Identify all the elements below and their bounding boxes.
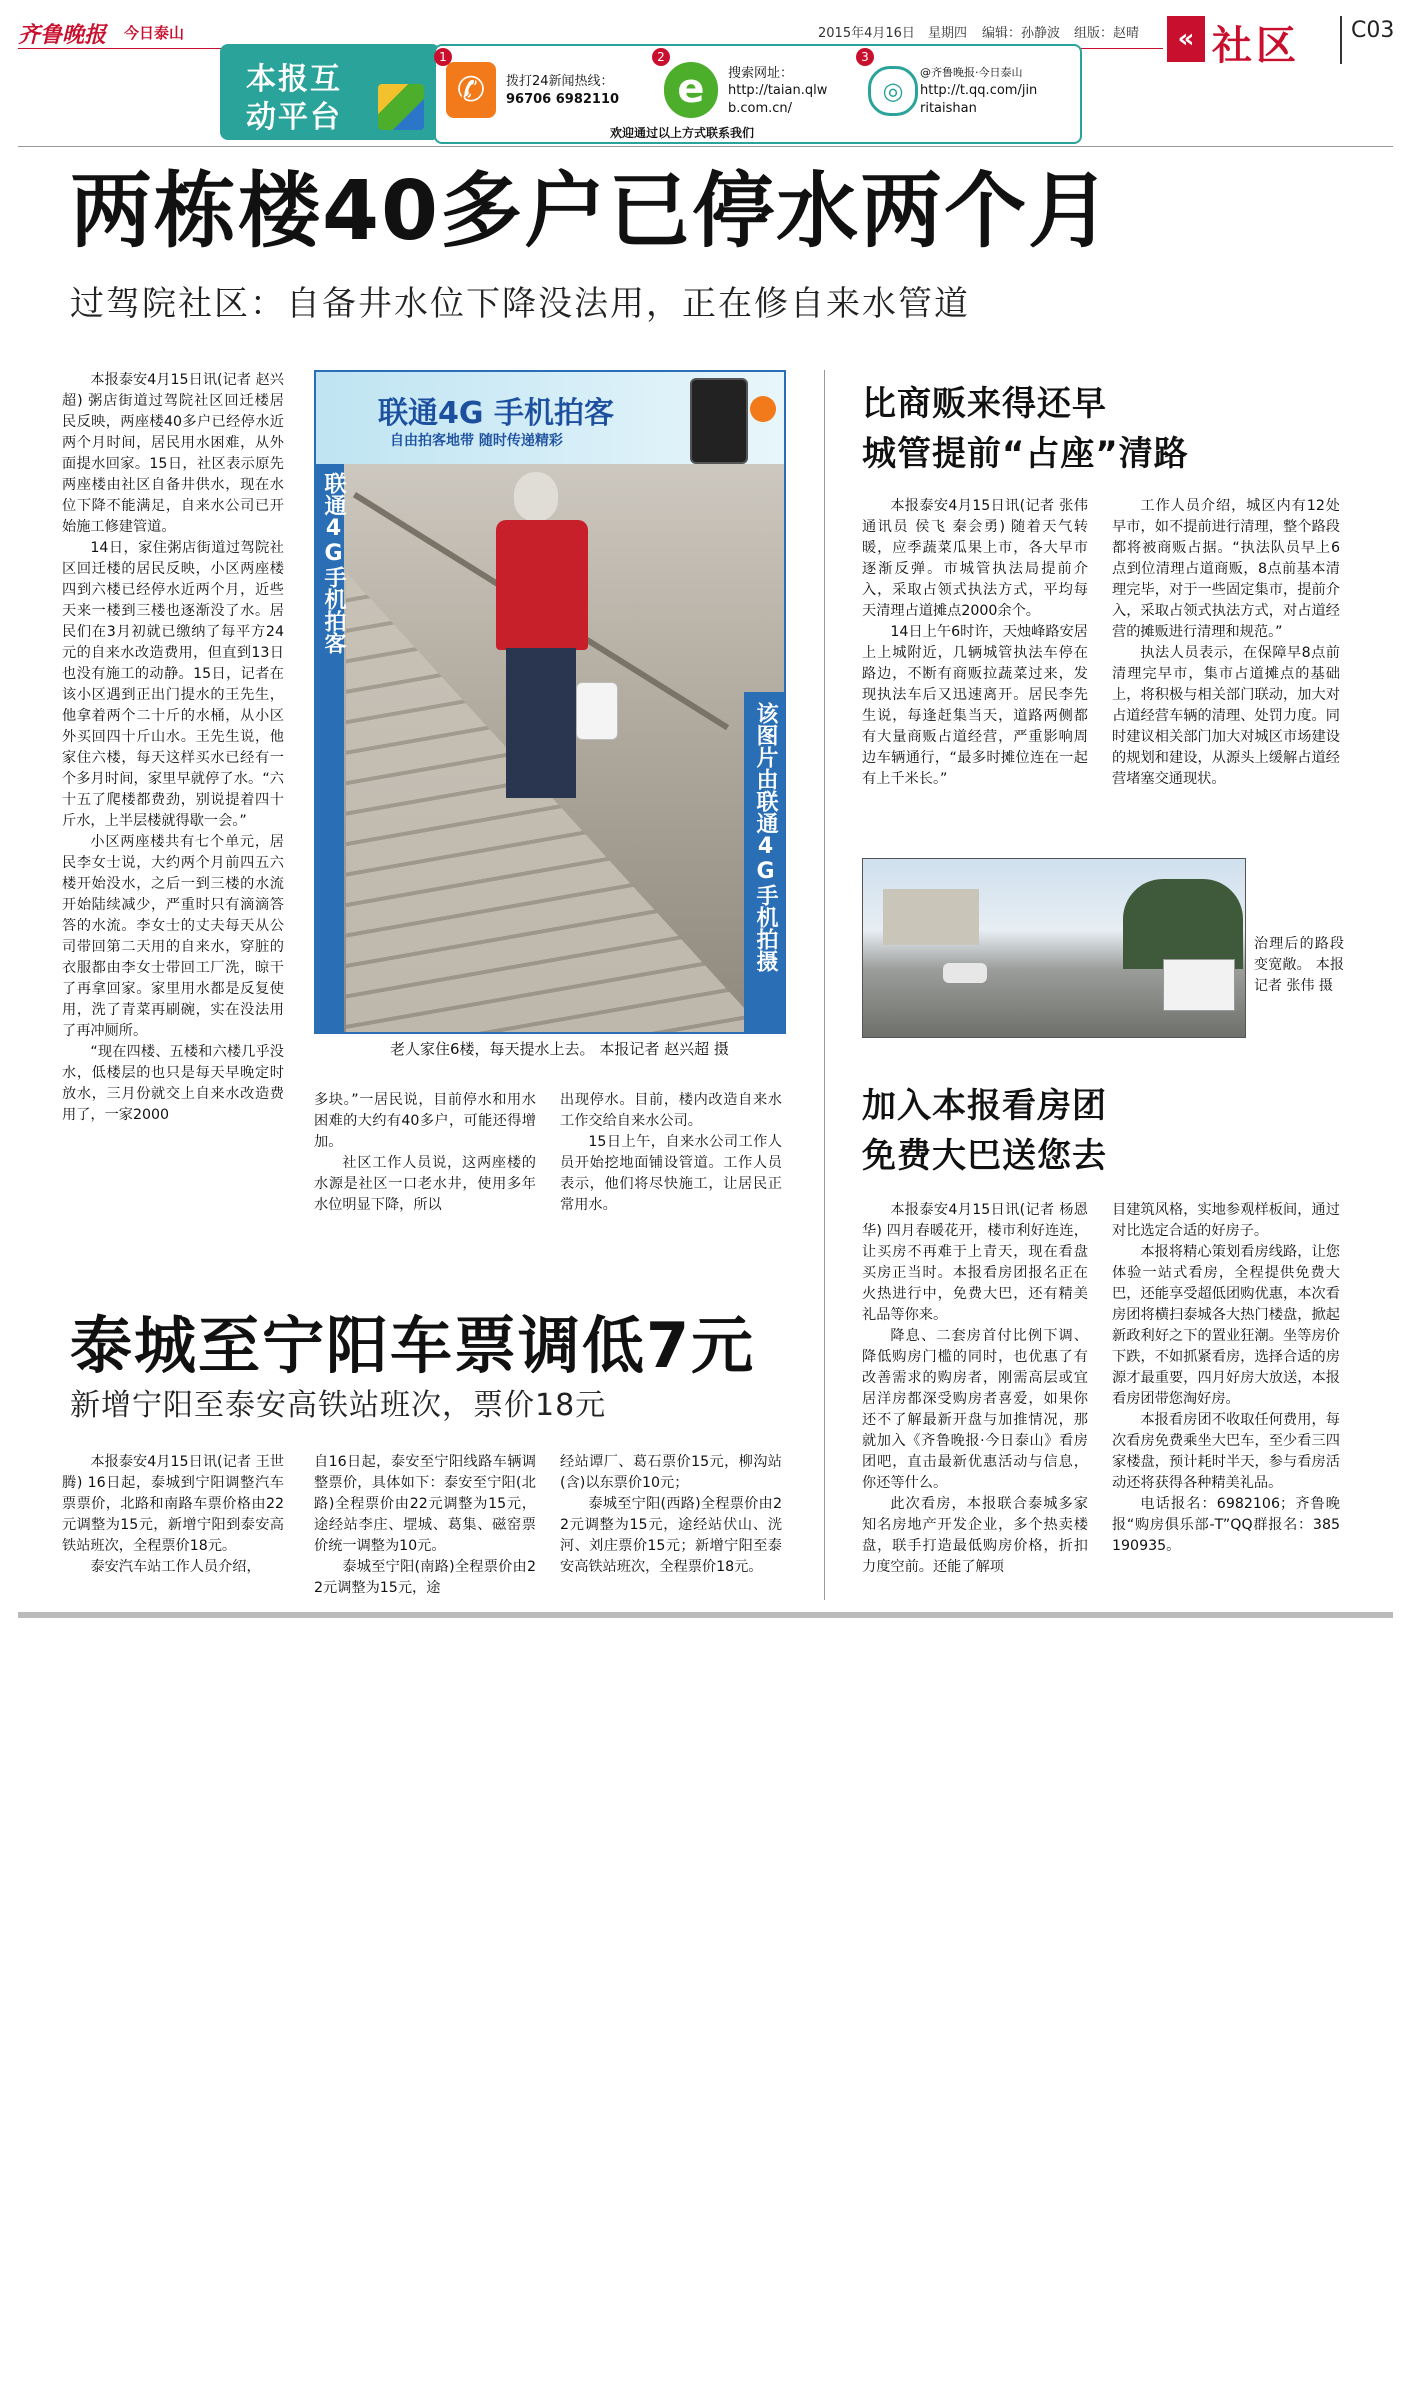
article1-photo <box>314 370 786 1034</box>
article1-caption: 老人家住6楼，每天提水上去。 本报记者 赵兴超 摄 <box>390 1040 729 1058</box>
article1-column-3 <box>560 1090 782 1216</box>
article4-col3-p1: 经站谭厂、葛石票价15元，柳沟站(含)以东票价10元； <box>560 1454 782 1491</box>
weibo-label: @齐鲁晚报·今日泰山 <box>920 66 1023 79</box>
weibo-icon: ◎ <box>868 66 918 116</box>
person-legs <box>506 648 576 798</box>
article2-col1-p2: 14日上午6时许，天烛峰路安居上上城附近，几辆城管执法车停在路边，不断有商贩拉蔬菜过来，发现执法车后又迅速离开。居民李先生说，每逢赶集当天，道路两侧都有大量商贩占道经营，严重影响周边车辆通行，“最多时摊位连在一起有上千米长。” <box>862 624 1088 787</box>
article1-col1-p3: 小区两座楼共有七个单元，居民李女士说，大约两个月前四五六楼开始没水，之后一到三楼的水流开始陆续减少，严重时只有滴滴答答的水流。李女士的丈夫每天从公司带回第二天用的自来水，穿脏的衣服都由李女士带回工厂洗，晾干了再拿回家。家里用水都是反复使用，洗了青菜再刷碗，实在没法用了再冲厕所。 <box>62 834 284 1039</box>
article2-col2-p1: 工作人员介绍，城区内有12处早市，如不提前进行清理，整个路段都将被商贩占据。“执法队员早上6点到位清理占道商贩，8点前基本清理完毕，对于一些固定集市，提前介入，采取占领式执法方式，对占道经营的摊贩进行清理和规范。” <box>1112 498 1340 640</box>
badge-1: 1 <box>434 48 452 66</box>
article2-col2-p2: 执法人员表示，在保障早8点前清理完早市，集市占道摊点的基础上，将积极与相关部门联动，加大对占道经营车辆的清理、处罚力度。同时建议相关部门加大对城区市场建设的规划和建设，从源头上缓解占道经营堵塞交通现状。 <box>1112 645 1340 787</box>
article1-column-2 <box>314 1090 536 1216</box>
interaction-title-line2: 动平台 <box>246 100 342 135</box>
top-rule <box>18 146 1393 147</box>
article3-col1-p3: 此次看房，本报联合泰城多家知名房地产开发企业，多个热卖楼盘，联手打造最低购房价格，折扣力度空前。还能了解项 <box>862 1496 1088 1575</box>
article1-col1-p1: 本报泰安4月15日讯(记者 赵兴超) 粥店街道过驾院社区回迁楼居民反映，两座楼40多户已经停水近两个月时间，居民用水困难，从外面提水回家。15日，社区表示原先两座楼由社区自备井供水，现在水位下降不能满足，自来水公司已开始施工修建管道。 <box>62 372 284 535</box>
article1-deck: 过驾院社区：自备井水位下降没法用，正在修自来水管道 <box>70 284 970 324</box>
article4-column-3 <box>560 1452 782 1578</box>
masthead-divider <box>1340 16 1342 64</box>
article3-col2-p1: 目建筑风格，实地参观样板间，通过对比选定合适的好房子。 <box>1112 1202 1340 1239</box>
hotline-numbers: 96706 6982110 <box>506 92 620 107</box>
article1-col1-p2: 14日，家住粥店街道过驾院社区回迁楼的居民反映，小区两座楼四到六楼已经停水近两个月，近些天来一楼到三楼也逐渐没了水。居民们在3月初就已缴纳了每平方24元的自来水改造费用，但直到13日也没有施工的动静。15日，记者在该小区遇到正出门提水的王先生，他拿着两个二十斤的水桶，从小区外买回四十斤山水。王先生说，他家住六楼，每天这样买水已经有一个多月时间，家里早就停了水。“六十五了爬楼都费劲，别说提着四十斤水，上半层楼就得歇一会。” <box>62 540 284 829</box>
article2-caption: 治理后的路段变宽敞。 本报记者 张伟 摄 <box>1254 936 1344 994</box>
article4-deck: 新增宁阳至泰安高铁站班次，票价18元 <box>70 1388 607 1423</box>
hotline-label: 拨打24新闻热线： <box>506 74 614 89</box>
photo-banner-title: 联通4G 手机拍客 <box>378 396 614 431</box>
page-bottom-rule <box>18 1612 1393 1618</box>
article1-column-1 <box>62 370 284 1126</box>
article3-column-2 <box>1112 1200 1340 1557</box>
article2-column-1 <box>862 496 1088 790</box>
newspaper-logo: 齐鲁晚报 <box>18 22 107 48</box>
article3-headline-line2: 免费大巴送您去 <box>862 1136 1107 1176</box>
section-name: 社区 <box>1212 23 1300 69</box>
photo-trees <box>1123 879 1243 969</box>
layout-credit: 组版：赵晴 <box>1074 26 1140 41</box>
badge-3: 3 <box>856 48 874 66</box>
editor-credit: 编辑：孙静波 <box>982 26 1061 41</box>
issue-weekday: 星期四 <box>928 26 968 41</box>
article1-col3-p2: 15日上午，自来水公司工作人员开始挖地面铺设管道。工作人员表示，他们将尽快施工，让居民正常用水。 <box>560 1134 782 1213</box>
website-label: 搜索网址： <box>728 66 794 81</box>
page-number: C03 <box>1351 18 1395 43</box>
article4-col2-p2: 泰城至宁阳(南路)全程票价由22元调整为15元，途 <box>314 1559 536 1596</box>
article2-photo <box>862 858 1246 1038</box>
photo-car <box>943 963 987 983</box>
article3-col1-p1: 本报泰安4月15日讯(记者 杨恩华) 四月春暖花开，楼市利好连连，让买房不再难于上青天，现在看盘买房正当时。本报看房团报名正在火热进行中，免费大巴，还有精美礼品等你来。 <box>862 1202 1088 1323</box>
edition-name: 今日泰山 <box>124 24 185 42</box>
article4-column-1 <box>62 1452 284 1578</box>
article4-headline: 泰城至宁阳车票调低7元 <box>70 1309 756 1382</box>
phone-screen-icon <box>690 378 748 464</box>
cube-icon <box>378 84 424 130</box>
photo-side-right-text: 该图片由联通4G手机拍摄 <box>753 702 778 972</box>
article3-col2-p4: 电话报名：6982106；齐鲁晚报“购房俱乐部-T”QQ群报名：385190935。 <box>1112 1496 1340 1554</box>
article3-headline-line1: 加入本报看房团 <box>862 1086 1107 1126</box>
interaction-footer: 欢迎通过以上方式联系我们 <box>610 126 755 140</box>
article4-col1-p1: 本报泰安4月15日讯(记者 王世腾) 16日起，泰城到宁阳调整汽车票票价，北路和南路车票价格由22元调整为15元，新增宁阳到泰安高铁站班次，全程票价18元。 <box>62 1454 284 1554</box>
weibo-url: http://t.qq.com/jinritaishan <box>920 83 1038 116</box>
photo-banner-subtitle: 自由拍客地带 随时传递精彩 <box>390 433 563 449</box>
issue-date: 2015年4月16日 <box>818 26 915 41</box>
photo-truck <box>1163 959 1235 1011</box>
interaction-title-line1: 本报互 <box>246 62 342 97</box>
article1-col2-p2: 社区工作人员说，这两座楼的水源是社区一口老水井，使用多年水位明显下降，所以 <box>314 1155 536 1213</box>
article4-col3-p2: 泰城至宁阳(西路)全程票价由22元调整为15元，途经站伏山、洸河、刘庄票价15元；新增宁阳至泰安高铁站班次，全程票价18元。 <box>560 1496 782 1575</box>
badge-2: 2 <box>652 48 670 66</box>
person-head <box>514 472 558 522</box>
photo-side-left-text: 联通4G手机拍客 <box>321 472 346 654</box>
website-url: http://taian.qlwb.com.cn/ <box>728 83 828 116</box>
article4-column-2 <box>314 1452 536 1599</box>
article3-col2-p2: 本报将精心策划看房线路，让您体验一站式看房，全程提供免费大巴，还能享受超低团购优惠，本次看房团将横扫泰城各大热门楼盘，掀起新政利好之下的置业狂潮。坐等房价下跌，不如抓紧看房，选择合适的房源才最重要，四月好房大放送，本报看房团带您淘好房。 <box>1112 1244 1340 1407</box>
article3-col2-p3: 本报看房团不收取任何费用，每次看房免费乘坐大巴车，至少看三四家楼盘，预计耗时半天，参与看房活动还将获得各种精美礼品。 <box>1112 1412 1340 1491</box>
photo-building <box>883 889 979 945</box>
article2-col1-p1: 本报泰安4月15日讯(记者 张伟 通讯员 侯飞 秦会勇) 随着天气转暖，应季蔬菜瓜果上市，各大早市逐渐反弹。市城管执法局提前介入，采取占领式执法方式，平均每天清理占道摊点2000余个。 <box>862 498 1088 619</box>
article4-col1-p2: 泰安汽车站工作人员介绍， <box>90 1559 261 1575</box>
section-arrow-icon: « <box>1167 16 1205 62</box>
article1-col2-p1: 多块。”一居民说，目前停水和用水困难的大约有40多户，可能还得增加。 <box>314 1092 536 1150</box>
browser-icon: e <box>664 62 718 118</box>
article4-col2-p1: 自16日起，泰安至宁阳线路车辆调整票价，具体如下：泰安至宁阳(北路)全程票价由22元调整为15元，途经站李庄、堽城、葛集、磁窑票价统一调整为10元。 <box>314 1454 536 1554</box>
article3-column-1 <box>862 1200 1088 1578</box>
interaction-banner <box>220 44 1078 142</box>
article1-col1-p4: “现在四楼、五楼和六楼几乎没水，低楼层的也只是每天早晚定时放水，三月份就交上自来水改造费用了，一家2000 <box>62 1044 284 1123</box>
water-jug <box>576 682 618 740</box>
person-vest <box>496 520 588 650</box>
article2-column-2 <box>1112 496 1340 790</box>
article1-col3-p1: 出现停水。目前，楼内改造自来水工作交给自来水公司。 <box>560 1092 782 1129</box>
article3-col1-p2: 降息、二套房首付比例下调、降低购房门槛的同时，也优惠了有改善需求的购房者，刚需高层或宜居洋房都深受购房者喜爱，如果你还不了解最新开盘与加推情况，那就加入《齐鲁晚报·今日泰山》看房团吧，直击最新优惠活动与信息，你还等什么。 <box>862 1328 1088 1491</box>
article2-headline-line1: 比商贩来得还早 <box>862 384 1107 424</box>
unicom-logo-icon <box>750 396 776 422</box>
phone-icon: ✆ <box>446 62 496 118</box>
article1-headline: 两栋楼40多户已停水两个月 <box>70 164 1113 259</box>
article2-headline-line2: 城管提前“占座”清路 <box>862 434 1189 474</box>
column-divider <box>824 370 825 1600</box>
